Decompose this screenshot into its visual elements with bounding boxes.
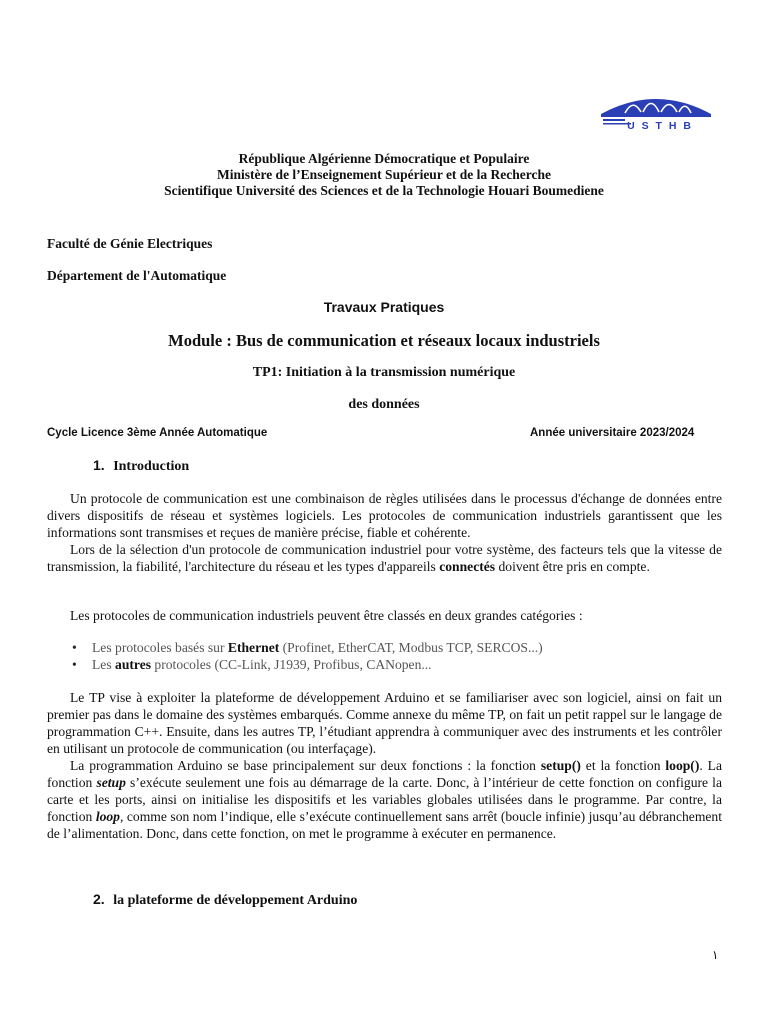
header-line-3: Scientifique Université des Sciences et de la Technologie Houari Boumediene <box>164 183 604 198</box>
intro-paragraph-2: Lors de la sélection d'un protocole de communication industriel pour votre système, des facteurs tels que la vitesse de transmission, la fiabilité, l'architecture du réseau et les types d'appareils connectés doivent être pris en compte. <box>47 542 722 574</box>
tp-title-line-1: TP1: Initiation à la transmission numérique <box>252 365 516 380</box>
tp-title-line-2: des données <box>348 397 420 412</box>
section-1-number: 1. <box>93 457 105 473</box>
cycle: Cycle Licence 3ème Année Automatique <box>47 427 268 439</box>
tp-text <box>47 689 722 842</box>
faculty: Faculté de Génie Electriques <box>47 236 213 251</box>
list-item: • Les protocoles basés sur Ethernet (Profinet, EtherCAT, Modbus TCP, SERCOS...) <box>72 639 543 656</box>
usthb-logo <box>597 90 715 136</box>
section-2-heading <box>93 891 357 909</box>
course-type: Travaux Pratiques <box>323 299 445 315</box>
tp-paragraph-1: Le TP vise à exploiter la plateforme de développement Arduino et se familiariser avec son logiciel, ainsi on fait un premier pas dans le domaine des systèmes embarqués. Comme annexe du même TP, on fait un petit rappel sur le langage de programmation C++. Ensuite, dans les autres TP, l’étudiant apprendra à communiquer avec des instruments et les contrôler en utilisant un protocole de communication (ou interfaçage). <box>47 690 722 756</box>
section-1-title: Introduction <box>113 459 190 474</box>
section-1-heading <box>93 457 189 475</box>
intro-text <box>47 490 722 575</box>
protocol-list <box>72 639 543 673</box>
intro-paragraph-3: Les protocoles de communication industriels peuvent être classés en deux grandes catégories : <box>70 608 583 623</box>
tp-paragraph-2: La programmation Arduino se base principalement sur deux fonctions : la fonction setup() et la fonction loop(). La fonction setup s’exécute seulement une fois au démarrage de la carte. Donc, à l’intérieur de cette fonction on configure la carte et les ports, ainsi on initialise les dispositifs et les variables globales utilisées dans le programme. Par contre, la fonction loop, comme son nom l’indique, elle s’exécute continuellement sans arrêt (boucle infinie) jusqu’au débranchement de l’alimentation. Donc, dans cette fonction, on met le programme à exécuter en permanence. <box>47 758 722 841</box>
section-2-number: 2. <box>93 891 105 907</box>
header-line-2: Ministère de l’Enseignement Supérieur et de la Recherche <box>216 167 552 182</box>
logo-text: U S T H B <box>627 120 693 132</box>
page-number: ١ <box>712 948 719 962</box>
list-item: • Les autres protocoles (CC-Link, J1939, Profibus, CANopen... <box>72 656 543 673</box>
academic-year: Année universitaire 2023/2024 <box>530 427 695 439</box>
intro-paragraph-1: Un protocole de communication est une combinaison de règles utilisées dans le processus d'échange de données entre divers dispositifs de réseau et systèmes logiciels. Les protocoles de communication industriels garantissent que les informations sont transmises et reçues de manière précise, fiable et cohérente. <box>47 491 722 540</box>
module-title: Module : Bus de communication et réseaux locaux industriels <box>168 331 600 350</box>
header-line-1: République Algérienne Démocratique et Populaire <box>238 151 530 166</box>
section-2-title: la plateforme de développement Arduino <box>113 893 358 908</box>
department: Département de l'Automatique <box>47 268 227 283</box>
